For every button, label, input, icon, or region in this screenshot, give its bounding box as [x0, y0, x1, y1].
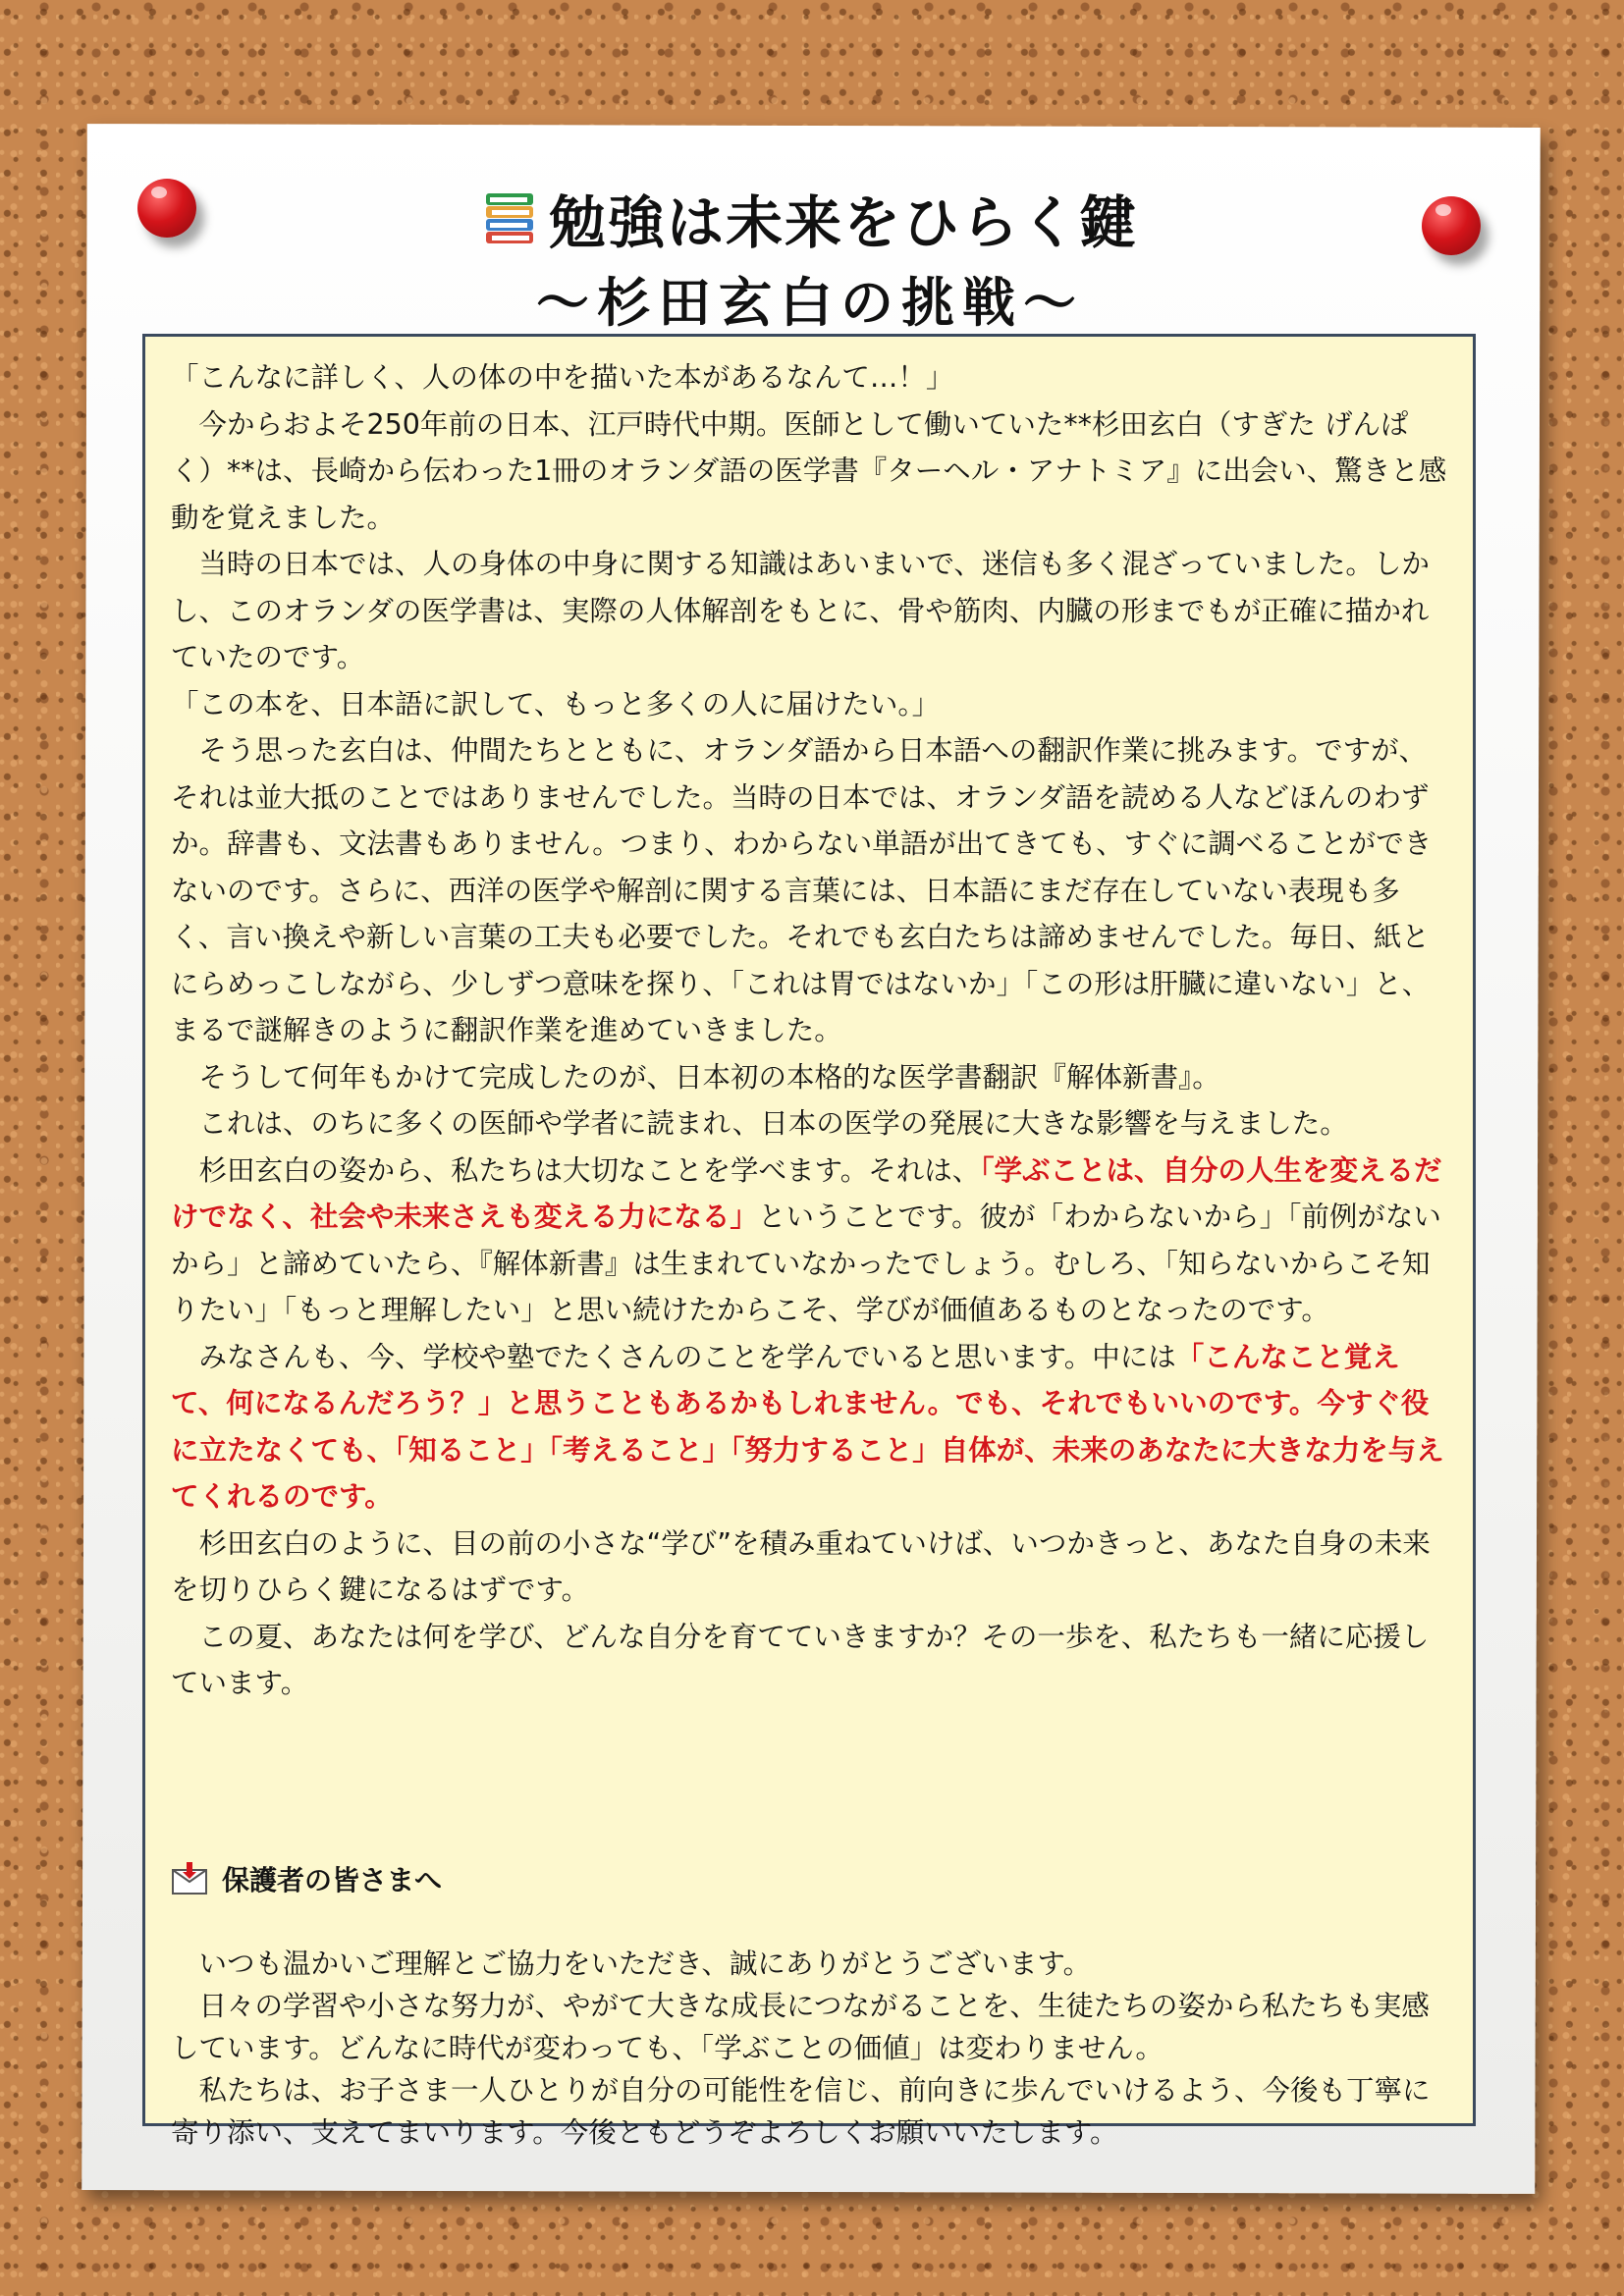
- paragraph: 「こんなに詳しく、人の体の中を描いた本があるなんて…！」: [171, 361, 954, 394]
- push-pin-icon: [1422, 196, 1481, 255]
- paragraph: この夏、あなたは何を学び、どんな自分を育てていきますか？その一歩を、私たちも一緒に応援しています。: [171, 1620, 1430, 1699]
- page-title: [295, 179, 1326, 257]
- section-title: 保護者の皆さまへ: [222, 1863, 443, 1896]
- spacer: [171, 1707, 1447, 1854]
- books-icon: [482, 189, 539, 246]
- envelope-icon: [171, 1862, 208, 1896]
- text-run: みなさんも、今、学校や塾でたくさんのことを学んでいると思います。中には: [171, 1340, 1176, 1373]
- push-pin-icon: [137, 179, 196, 238]
- text-run: 杉田玄白の姿から、私たちは大切なことを学べます。それは、: [171, 1153, 981, 1187]
- paragraph: これは、のちに多くの医師や学者に読まれ、日本の医学の発展に大きな影響を与えました。: [171, 1107, 1348, 1140]
- paragraph: 当時の日本では、人の身体の中身に関する知識はあいまいで、迷信も多く混ざっていました。しかし、このオランダの医学書は、実際の人体解剖をもとに、骨や筋肉、内臓の形までもが正確に描かれていたのです。: [171, 548, 1430, 673]
- paragraph: いつも温かいご理解とご協力をいただき、誠にありがとうございます。: [171, 1947, 1092, 1980]
- title-text: 勉強は未来をひらく鍵: [548, 189, 1138, 256]
- paragraph: [171, 1148, 1447, 1334]
- paragraph: 「この本を、日本語に訳して、もっと多くの人に届けたい。」: [171, 687, 941, 721]
- paragraph: 日々の学習や小さな努力が、やがて大きな成長につながることを、生徒たちの姿から私たちも実感しています。どんなに時代が変わっても、「学ぶことの価値」は変わりません。: [171, 1989, 1430, 2064]
- paragraph: そうして何年もかけて完成したのが、日本初の本格的な医学書翻訳『解体新書』。: [171, 1060, 1220, 1094]
- paragraph: 私たちは、お子さま一人ひとりが自分の可能性を信じ、前向きに歩んでいけるよう、今後も丁寧に寄り添い、支えてまいります。今後ともどうぞよろしくお願いいたします。: [171, 2073, 1431, 2149]
- highlight-text: 「学ぶことは、自分の人生を変えるだけでなく、社会や未来さえも変える力になる」: [171, 1153, 1442, 1233]
- text-run: ということです。彼が「わからないから」「前例がないから」と諦めていたら、『解体新書』は生まれていなかったでしょう。むしろ、「知らないからこそ知りたい」「もっと理解したい」と思い続けたからこそ、学びが価値あるものとなったのです。: [171, 1201, 1441, 1326]
- page-subtitle: 〜杉田玄白の挑戦〜: [536, 272, 1084, 334]
- paragraph: そう思った玄白は、仲間たちとともに、オランダ語から日本語への翻訳作業に挑みます。ですが、それは並大抵のことではありませんでした。当時の日本では、オランダ語を読める人などほんのわずか。辞書も、文法書もありません。つまり、わからない単語が出てきても、すぐに調べることができないのです。さらに、西洋の医学や解剖に関する言葉には、日本語にまだ存在していない表現も多く、言い換えや新しい言葉の工夫も必要でした。それでも玄白たちは諦めませんでした。毎日、紙とにらめっこしながら、少しずつ意味を探り、「これは胃ではないか」「この形は肝臓に違いない」と、まるで謎解きのように翻訳作業を進めていきました。: [171, 734, 1433, 1046]
- paragraph: [171, 1334, 1447, 1521]
- paragraph: 杉田玄白のように、目の前の小さな“学び”を積み重ねていけば、いつかきっと、あなた自身の未来を切りひらく鍵になるはずです。: [171, 1526, 1431, 1606]
- highlight-text: 「こんなこと覚えて、何になるんだろう？」と思うこともあるかもしれません。でも、それでもいいのです。今すぐ役に立たなくても、「知ること」「考えること」「努力すること」自体が、未来のあなたに大きな力を与えてくれるのです。: [171, 1340, 1444, 1513]
- content-box: [142, 334, 1476, 2149]
- title-block: [295, 179, 1326, 336]
- paragraph: 今からおよそ250年前の日本、江戸時代中期。医師として働いていた**杉田玄白（すぎた げんぱく）**は、長崎から伝わった1冊のオランダ語の医学書『ターヘル・アナトミア』に出会い、驚きと感動を覚えました。: [171, 407, 1447, 534]
- parents-section-heading: [171, 1854, 1447, 1903]
